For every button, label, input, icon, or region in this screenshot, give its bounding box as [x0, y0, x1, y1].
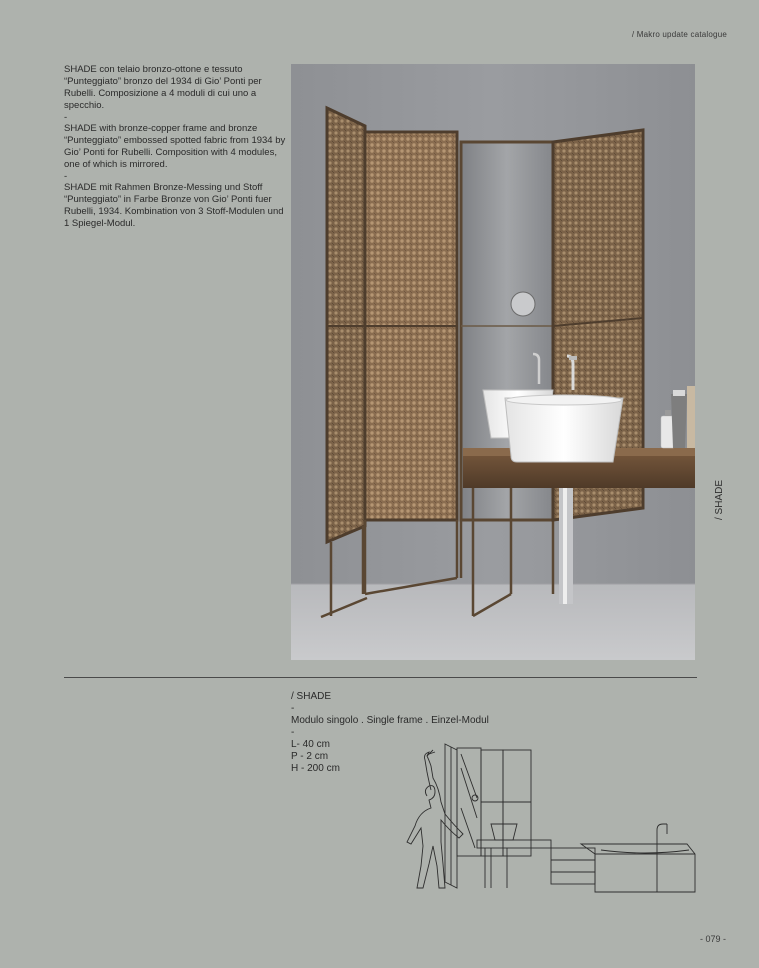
spec-separator: - [291, 727, 295, 738]
spec-title: / SHADE [291, 691, 332, 702]
scale-drawing [395, 738, 697, 896]
spec-dim-depth: P - 2 cm [291, 751, 329, 762]
catalogue-header: / Makro update catalogue [631, 30, 727, 39]
intro-english: SHADE with bronze-copper frame and bronze “Punteggiato” embossed spotted fabric from 1934 by Gio’ Ponti for Rubelli. Composition with 4 modules, one of which is mirrored. [64, 123, 286, 170]
page-number: - 079 - [699, 934, 726, 944]
intro-german: SHADE mit Rahmen Bronze-Messing und Stoff “Punteggiato” in Farbe Bronze von Gio’ Ponti fuer Rubelli, 1934. Kombination von 3 Stoff-Modulen und 1 Spiegel-Modul. [64, 182, 284, 229]
intro-text [64, 64, 286, 230]
divider [64, 677, 697, 678]
intro-separator: - [64, 112, 68, 123]
spec-separator: - [291, 703, 295, 714]
side-label [714, 470, 734, 520]
spec-dim-height: H - 200 cm [291, 763, 340, 774]
side-label-text: / SHADE [714, 479, 725, 520]
spec-module: Modulo singolo . Single frame . Einzel-Modul [291, 715, 489, 726]
product-photo [291, 64, 695, 660]
intro-separator: - [64, 171, 68, 182]
spec-dim-length: L- 40 cm [291, 739, 330, 750]
intro-italian: SHADE con telaio bronzo-ottone e tessuto “Punteggiato” bronzo del 1934 di Gio’ Ponti per Rubelli. Composizione a 4 moduli di cui uno a specchio. [64, 64, 262, 111]
